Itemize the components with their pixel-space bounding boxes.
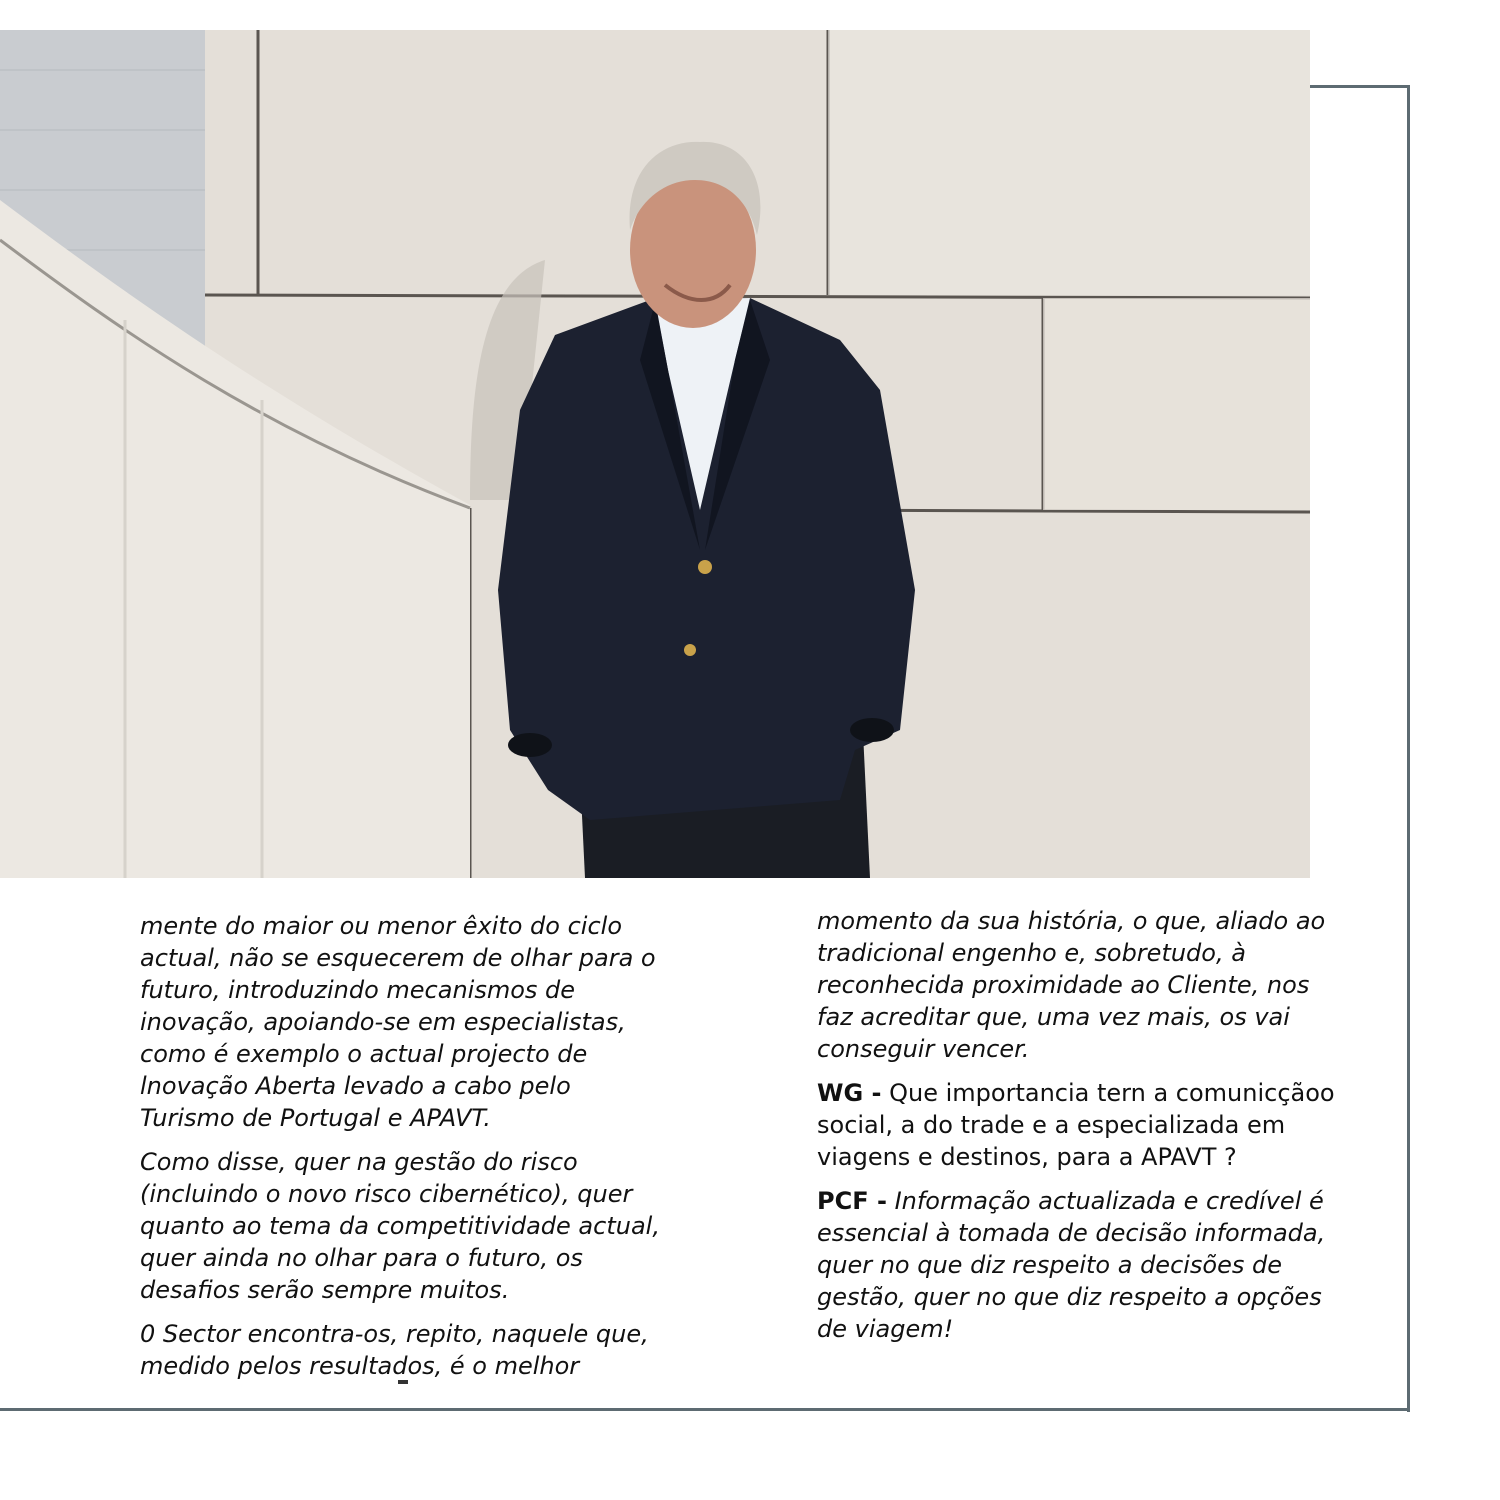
left-paragraph-2: Como disse, quer na gestão do risco (incluindo o novo risco cibernético), quer quanto ao tema da competitividade actual, quer ainda no olhar para o futuro, os desafios serão sempre muitos.: [140, 1148, 660, 1304]
text-column-left: [140, 910, 660, 1394]
question-text: Que importancia tern a comunicçãoo social, a do trade e a especializada em viagens e destinos, para a APAVT ?: [817, 1079, 1335, 1171]
text-column-right: [817, 905, 1337, 1357]
right-paragraph-1: momento da sua história, o que, aliado ao tradicional engenho e, sobretudo, à reconhecida proximidade ao Cliente, nos faz acreditar que, uma vez mais, os vai conseguir vencer.: [817, 907, 1326, 1063]
cropped-text-fragment: [398, 1380, 408, 1384]
frame-border-top: [1310, 85, 1410, 88]
frame-border-right: [1407, 85, 1410, 1412]
left-paragraph-1: mente do maior ou menor êxito do ciclo actual, não se esquecerem de olhar para o futuro, introduzindo mecanismos de inovação, apoiando-se em especialistas, como é exemplo o actual projecto de lnovação Aberta levado a cabo pelo Turismo de Portugal e APAVT.: [140, 912, 656, 1132]
interview-question: [817, 1077, 1337, 1173]
question-speaker-label: WG -: [817, 1079, 882, 1107]
left-paragraph-3: 0 Sector encontra-os, repito, naquele que, medido pelos resultados, é o melhor: [140, 1320, 649, 1380]
answer-text: Informação actualizada e credível é essencial à tomada de decisão informada, quer no que diz respeito a decisões de gestão, quer no que diz respeito a opções de viagem!: [817, 1187, 1326, 1343]
portrait-photo: [0, 30, 1310, 878]
frame-border-bottom: [0, 1408, 1410, 1411]
interview-answer: [817, 1185, 1337, 1345]
answer-speaker-label: PCF -: [817, 1187, 887, 1215]
